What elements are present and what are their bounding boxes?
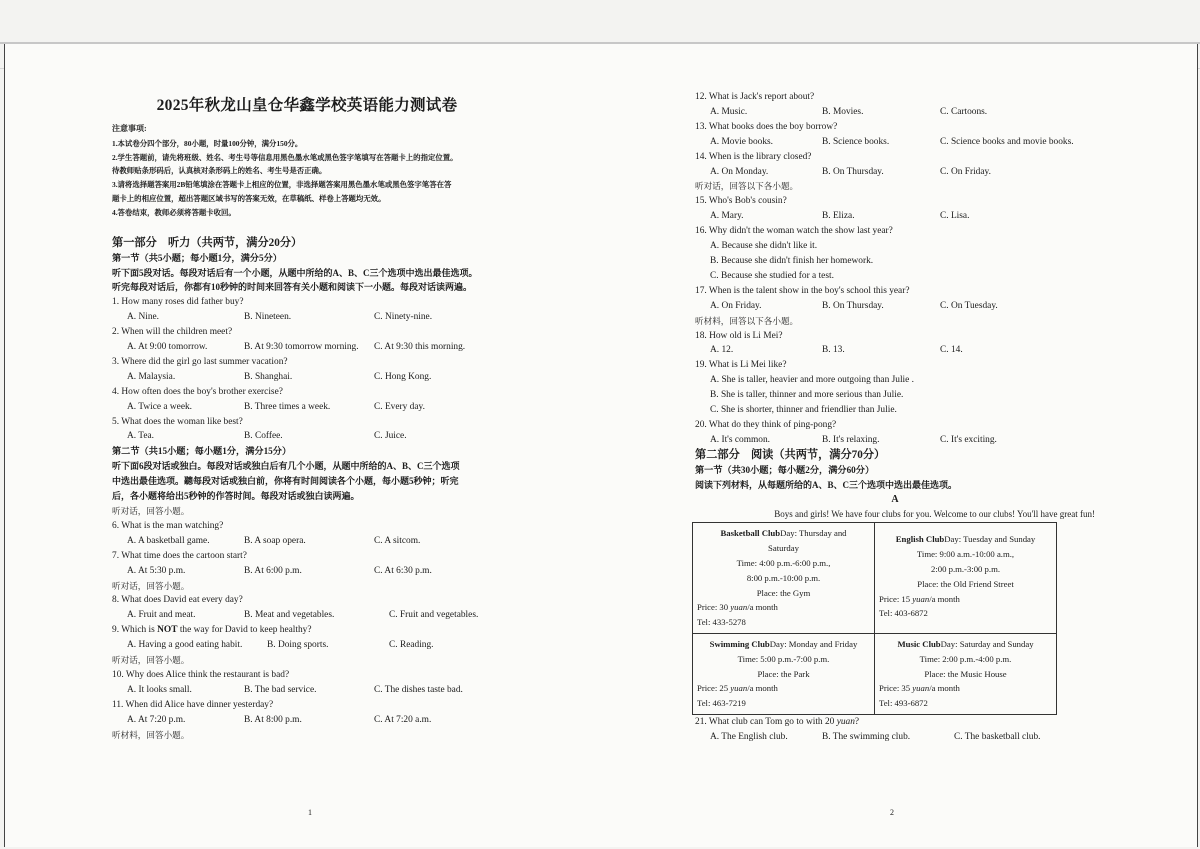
option-c: C. Hong Kong.	[374, 371, 432, 382]
club-tel: Tel: 463-7219	[697, 698, 746, 709]
option-a: A. It's common.	[710, 434, 771, 445]
option-a: A. At 7:20 p.m.	[127, 714, 186, 725]
option-b: B. She is taller, thinner and more serious than Julie.	[710, 390, 904, 401]
question-16	[695, 224, 1095, 284]
question-2	[112, 325, 502, 355]
notice-heading: 注意事项:	[112, 123, 147, 133]
option-b: B. Because she didn't finish her homework.	[710, 255, 874, 266]
option-b: B. Nineteen.	[244, 312, 292, 323]
question-stem: 4. How often does the boy's brother exercise?	[112, 386, 283, 397]
part1-sec2-title: 第二节（共15小题；每小题1分，满分15分）	[112, 446, 292, 457]
question-stem: 19. What is Li Mei like?	[695, 360, 787, 371]
price-unit: yuan	[730, 602, 748, 613]
question-stem: 10. Why does Alice think the restaurant is bad?	[112, 669, 290, 680]
option-c: C. Every day.	[374, 401, 425, 412]
stem-emphasis: yuan	[836, 716, 855, 727]
club-place: Place: the Old Friend Street	[917, 578, 1014, 589]
option-b: B. A soap opera.	[244, 535, 306, 546]
option-b: B. Three times a week.	[244, 401, 331, 412]
club-tel: Tel: 433-5278	[697, 617, 746, 628]
option-c: C. Lisa.	[940, 211, 970, 222]
option-b: B. Movies.	[822, 106, 864, 117]
option-a: A. At 9:00 tomorrow.	[127, 342, 208, 353]
option-c: C. The dishes taste bad.	[374, 684, 463, 695]
notice-line: 1.本试卷分四个部分，80小题，时量100分钟，满分150分。	[112, 138, 303, 148]
page-number-right: 2	[890, 808, 894, 817]
question-stem: 17. When is the talent show in the boy's school this year?	[695, 285, 910, 296]
option-a: A. Music.	[710, 106, 748, 117]
club-price	[697, 600, 870, 615]
club-time: Time: 2:00 p.m.-4:00 p.m.	[919, 653, 1012, 664]
stem-emphasis: NOT	[157, 625, 178, 636]
option-a: A. Malaysia.	[127, 371, 176, 382]
listen-label: 听材料，回答小题。	[112, 729, 190, 740]
question-stem: 2. When will the children meet?	[112, 327, 233, 338]
question-13	[695, 120, 1095, 150]
club-day: Day: Tuesday and Sunday	[944, 534, 1036, 545]
club-cell-music	[875, 633, 1057, 714]
question-10	[112, 668, 502, 698]
option-c: C. At 6:30 p.m.	[374, 565, 432, 576]
option-a: A. The English club.	[710, 731, 788, 742]
club-name: Swimming Club	[709, 638, 770, 649]
price-label: Price: 25	[697, 683, 731, 694]
option-a: A. Fruit and meat.	[127, 610, 196, 621]
option-b: B. Meat and vegetables.	[244, 610, 335, 621]
price-unit: yuan	[912, 683, 930, 694]
clubs-table	[692, 522, 1057, 715]
club-tel: Tel: 493-6872	[879, 698, 928, 709]
option-a: A. Tea.	[127, 431, 155, 442]
listen-label: 听对话，回答小题。	[112, 580, 190, 591]
question-6	[112, 519, 502, 549]
option-c: C. At 7:20 a.m.	[374, 714, 432, 725]
option-a: A. Movie books.	[710, 136, 774, 147]
option-c: C. A sitcom.	[374, 535, 421, 546]
question-stem: 11. When did Alice have dinner yesterday?	[112, 699, 274, 710]
option-b: B. Eliza.	[822, 211, 855, 222]
price-suffix: /a month	[929, 593, 960, 604]
price-suffix: /a month	[929, 683, 960, 694]
option-a: A. At 5:30 p.m.	[127, 565, 186, 576]
price-suffix: /a month	[747, 683, 778, 694]
option-c: C. Cartoons.	[940, 106, 988, 117]
question-stem: 20. What do they think of ping-pong?	[695, 419, 837, 430]
option-c: C. 14.	[940, 345, 963, 356]
passage-intro: Boys and girls! We have four clubs for you. Welcome to our clubs! You'll have great fun!	[774, 509, 1095, 520]
question-15	[695, 194, 1095, 224]
notice-line: 2.学生答题前，请先将班级、姓名、考生号等信息用黑色墨水笔或黑色签字笔填写在答题卡上的指定位置。	[112, 152, 458, 162]
option-c: C. It's exciting.	[940, 434, 997, 445]
option-c: C. Fruit and vegetables.	[389, 610, 479, 621]
club-time: Time: 4:00 p.m.-6:00 p.m.,	[736, 557, 831, 568]
listen-label: 听材料，回答以下各小题。	[695, 315, 799, 326]
price-label: Price: 15	[879, 593, 913, 604]
option-b: B. At 8:00 p.m.	[244, 714, 302, 725]
stem-part: 9. Which is	[112, 625, 158, 636]
club-day-cont: Saturday	[768, 543, 799, 554]
option-b: B. At 6:00 p.m.	[244, 565, 302, 576]
club-time: Time: 9:00 a.m.-10:00 a.m.,	[916, 549, 1015, 560]
club-time-2: 2:00 p.m.-3:00 p.m.	[930, 563, 1001, 574]
option-a: A. She is taller, heavier and more outgoing than Julie .	[710, 375, 915, 386]
part2-title: 第二部分 阅读（共两节，满分70分）	[695, 448, 886, 461]
question-9	[112, 623, 502, 653]
price-unit: yuan	[730, 683, 748, 694]
part1-sec1-instr-2: 听完每段对话后，你都有10秒钟的时间来回答有关小题和阅读下一小题。每段对话读两遍。	[112, 282, 473, 293]
question-4	[112, 385, 502, 415]
stem-part: ?	[854, 716, 860, 727]
price-label: Price: 35	[879, 683, 913, 694]
club-price	[879, 681, 1052, 696]
notice-line: 3.请将选择题答案用2B铅笔填涂在答题卡上相应的位置，非选择题答案用黑色墨水笔或黑色签字笔答在答	[112, 180, 452, 190]
option-c: C. She is shorter, thinner and friendlier than Julie.	[710, 405, 897, 416]
option-b: B. 13.	[822, 345, 845, 356]
option-c: C. On Friday.	[940, 166, 991, 177]
listen-label: 听对话，回答小题。	[112, 655, 190, 666]
club-place: Place: the Gym	[756, 587, 811, 598]
question-stem: 13. What books does the boy borrow?	[695, 121, 838, 132]
club-day: Day: Thursday and	[780, 528, 847, 539]
option-a: A. A basketball game.	[127, 535, 210, 546]
passage-letter: A	[891, 493, 899, 505]
club-day: Day: Monday and Friday	[769, 638, 858, 649]
club-cell-basketball	[693, 523, 875, 634]
club-time: Time: 5:00 p.m.-7:00 p.m.	[737, 653, 830, 664]
question-stem: 7. What time does the cartoon start?	[112, 550, 247, 561]
notice-line: 待教师贴条形码后，认真核对条形码上的姓名、考生号是否正确。	[112, 166, 327, 176]
club-place: Place: the Park	[757, 668, 810, 679]
notice-text	[112, 137, 502, 220]
listen-label: 听对话，回答以下各小题。	[695, 181, 799, 192]
option-a: A. 12.	[710, 345, 734, 356]
option-a: A. It looks small.	[127, 684, 192, 695]
option-b: B. The bad service.	[244, 684, 317, 695]
page-number-left: 1	[308, 808, 312, 817]
option-b: B. On Thursday.	[822, 166, 884, 177]
question-stem: 1. How many roses did father buy?	[112, 297, 244, 308]
question-17	[695, 284, 1095, 314]
option-c: C. The basketball club.	[954, 731, 1041, 742]
question-12	[695, 90, 1095, 120]
question-20	[695, 418, 1095, 448]
question-5	[112, 415, 502, 445]
question-stem: 15. Who's Bob's cousin?	[695, 196, 787, 207]
option-b: B. The swimming club.	[822, 731, 911, 742]
club-day: Day: Saturday and Sunday	[940, 638, 1034, 649]
option-b: B. Shanghai.	[244, 371, 293, 382]
club-cell-swimming	[693, 633, 875, 714]
question-stem: 12. What is Jack's report about?	[695, 92, 815, 102]
price-label: Price: 30	[697, 602, 731, 613]
option-b: B. Science books.	[822, 136, 890, 147]
listen-label: 听对话，回答小题。	[112, 506, 190, 516]
part1-sec2-instr-3: 后，各小题将给出5秒钟的作答时间。每段对话或独白读两遍。	[112, 491, 360, 502]
part1-sec1-title: 第一节（共5小题；每小题1分，满分5分）	[112, 252, 282, 263]
club-place: Place: the Music House	[924, 668, 1007, 679]
exam-sheet	[4, 44, 1198, 847]
question-1	[112, 295, 502, 325]
question-18	[695, 329, 1095, 359]
stem-part: the way for David to keep healthy?	[177, 625, 312, 636]
option-b: B. Coffee.	[244, 431, 283, 442]
question-14	[695, 150, 1095, 180]
question-stem: 18. How old is Li Mei?	[695, 330, 783, 341]
option-c: C. At 9:30 this morning.	[374, 342, 466, 353]
question-stem	[695, 715, 1095, 730]
option-b: B. At 9:30 tomorrow morning.	[244, 342, 359, 353]
notice-line: 4.答卷结束，教师必须将答题卡收回。	[112, 207, 236, 217]
option-a: A. On Monday.	[710, 166, 769, 177]
question-stem: 5. What does the woman like best?	[112, 416, 243, 427]
question-11	[112, 698, 502, 728]
notice-line: 题卡上的相应位置，超出答题区域书写的答案无效，在草稿纸、样卷上答题均无效。	[112, 194, 386, 203]
option-c: C. Science books and movie books.	[940, 136, 1074, 147]
question-19	[695, 358, 1095, 418]
question-stem: 14. When is the library closed?	[695, 151, 812, 162]
option-a: A. On Friday.	[710, 300, 762, 311]
question-stem: 6. What is the man watching?	[112, 520, 224, 531]
club-name: Basketball Club	[720, 528, 781, 539]
option-a: A. Mary.	[710, 211, 744, 222]
option-b: B. It's relaxing.	[822, 434, 880, 445]
club-cell-english	[875, 523, 1057, 634]
option-c: C. Reading.	[389, 640, 434, 651]
option-c: C. Ninety-nine.	[374, 312, 433, 323]
club-price	[697, 681, 870, 696]
option-c: C. Juice.	[374, 431, 407, 442]
option-a: A. Because she didn't like it.	[710, 241, 818, 252]
club-price	[879, 592, 1052, 607]
part1-sec1-instr-1: 听下面5段对话。每段对话后有一个小题，从题中所给的A、B、C三个选项中选出最佳选项。	[112, 267, 478, 278]
option-a: A. Having a good eating habit.	[127, 640, 243, 651]
question-stem: 3. Where did the girl go last summer vacation?	[112, 356, 288, 367]
option-b: B. On Thursday.	[822, 300, 884, 311]
question-stem: 16. Why didn't the woman watch the show last year?	[695, 226, 893, 237]
option-a: A. Nine.	[127, 312, 160, 323]
part1-sec2-instr-1: 听下面6段对话或独白。每段对话或独白后有几个小题，从题中所给的A、B、C三个选项	[112, 461, 460, 472]
club-name: Music Club	[897, 638, 941, 649]
price-suffix: /a month	[747, 602, 778, 613]
part2-instr: 阅读下列材料，从每题所给的A、B、C三个选项中选出最佳选项。	[695, 479, 958, 490]
club-name: English Club	[895, 534, 945, 545]
club-time-2: 8:00 p.m.-10:00 p.m.	[746, 572, 821, 583]
left-column	[112, 90, 502, 743]
price-unit: yuan	[912, 593, 930, 604]
right-column	[695, 90, 1095, 745]
option-b: B. Doing sports.	[267, 640, 329, 651]
exam-title: 2025年秋龙山皇仓华鑫学校英语能力测试卷	[156, 97, 458, 114]
option-c: C. On Tuesday.	[940, 300, 998, 311]
option-c: C. Because she studied for a test.	[710, 270, 834, 281]
question-stem	[112, 623, 502, 638]
part1-title: 第一部分 听力（共两节，满分20分）	[112, 236, 303, 249]
part1-sec2-instr-2: 中选出最佳选项。聽每段对话或独白前，你将有时间阅读各个小题，每小题5秒钟；听完	[112, 476, 459, 487]
stem-part: 21. What club can Tom go to with 20	[695, 716, 837, 727]
question-stem: 8. What does David eat every day?	[112, 595, 243, 606]
question-8	[112, 593, 502, 623]
question-3	[112, 355, 502, 385]
part2-sec1-title: 第一节（共30小题；每小题2分，满分60分）	[695, 464, 875, 475]
option-a: A. Twice a week.	[127, 401, 193, 412]
club-tel: Tel: 403-6872	[879, 608, 928, 619]
question-7	[112, 549, 502, 579]
question-21	[695, 715, 1095, 745]
